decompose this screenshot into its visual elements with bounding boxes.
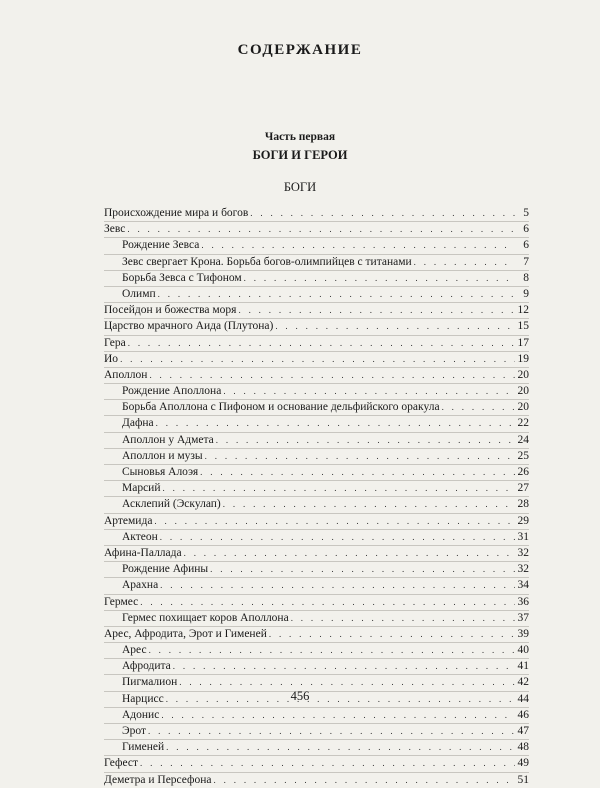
toc-entry-title: Арахна [122,579,159,592]
toc-entry [104,335,529,351]
toc-dot-leader [173,659,515,674]
toc-entry-page: 9 [523,287,529,300]
toc-dot-leader [160,578,515,593]
toc-entry-page: 6 [523,239,529,252]
toc-entry-page: 49 [517,757,529,770]
part-title: БОГИ И ГЕРОИ [252,148,348,162]
toc-entry-page: 32 [517,563,529,576]
toc-entry [104,254,529,270]
toc-dot-leader [223,384,515,399]
toc-dot-leader [160,530,515,545]
toc-entry-title: Дафна [122,417,154,430]
toc-entry-title: Марсий [122,482,161,495]
toc-dot-leader [149,368,515,383]
toc-entry [104,432,529,448]
toc-entry-title: Асклепий (Эскулап) [122,498,221,511]
toc-entry-title: Артемида [104,514,153,527]
page-number: 456 [290,689,310,703]
toc-entry-title: Афина-Паллада [104,546,182,559]
toc-entry-page: 42 [517,676,529,689]
toc-entry-page: 27 [517,482,529,495]
toc-dot-leader [291,611,515,626]
toc-entry-page: 41 [517,660,529,673]
toc-entry-page: 20 [517,368,529,381]
toc-entry [104,286,529,302]
toc-entry-page: 34 [517,579,529,592]
toc-dot-leader [238,303,515,318]
part-label: Часть первая [264,131,336,143]
toc-dot-leader [275,319,515,334]
toc-dot-leader [140,756,515,771]
toc-entry-page: 31 [517,530,529,543]
toc-entry-page: 15 [517,320,529,333]
toc-entry-title: Гефест [104,757,138,770]
toc-entry-title: Пигмалион [122,676,178,689]
toc-entry-title: Рождение Зевса [122,239,200,252]
section-title: БОГИ [283,180,317,194]
toc-entry-title: Адонис [122,708,160,721]
toc-entry [104,723,529,739]
toc-entry [104,415,529,431]
toc-entry-page: 28 [517,498,529,511]
toc-entry-title: Гермес похищает коров Аполлона [122,611,289,624]
toc-entry-page: 6 [523,223,529,236]
toc-entry-title: Аполлон у Адмета [122,433,214,446]
toc-entry [104,626,529,642]
toc-entry-page: 12 [517,304,529,317]
toc-entry-title: Нарцисс [122,692,164,705]
toc-entry [104,772,529,788]
toc-dot-leader [201,238,515,253]
page-title: СОДЕРЖАНИЕ [237,42,363,58]
toc-entry [104,464,529,480]
toc-dot-leader [148,724,515,739]
toc-entry-title: Аполлон [104,368,148,381]
toc-entry [104,496,529,512]
toc-entry-title: Арес, Афродита, Эрот и Гименей [104,627,267,640]
toc-entry-title: Эрот [122,725,146,737]
toc-entry [104,577,529,593]
toc-entry [104,642,529,658]
toc-entry-page: 39 [517,627,529,640]
toc-entry [104,302,529,318]
toc-entry-title: Рождение Афины [122,563,209,576]
toc-dot-leader [210,562,515,577]
toc-dot-leader [442,400,515,415]
toc-entry [104,318,529,334]
toc-entry-page: 17 [517,336,529,349]
toc-dot-leader [184,546,515,561]
toc-entry-page: 46 [517,708,529,721]
toc-entry-title: Борьба Аполлона с Пифоном и основание дельфийского оракула [122,401,440,414]
toc-entry-title: Актеон [122,530,158,543]
toc-entry [104,529,529,545]
toc-dot-leader [244,271,515,286]
toc-entry-page: 37 [517,611,529,624]
toc-entry-title: Ио [104,352,119,365]
toc-entry-title: Аполлон и музы [122,449,203,462]
toc-entry-title: Гименей [122,741,165,754]
toc-entry-page: 47 [517,725,529,737]
toc-entry-page: 25 [517,449,529,462]
toc-entry-title: Посейдон и божества моря [104,304,237,317]
toc-entry-title: Гера [104,336,126,349]
toc-entry-page: 8 [523,271,529,284]
toc-entry [104,707,529,723]
toc-entry-title: Зевс свергает Крона. Борьба богов-олимпийцев с титанами [122,255,412,268]
toc-entry [104,658,529,674]
toc-entry-page: 51 [517,773,529,786]
toc-entry [104,513,529,529]
toc-entry [104,270,529,286]
toc-dot-leader [156,416,515,431]
toc-entry [104,739,529,755]
toc-dot-leader [223,497,515,512]
toc-entry [104,610,529,626]
toc-dot-leader [158,287,515,302]
toc-dot-leader [269,627,515,642]
toc-dot-leader [154,514,515,529]
toc-entry-title: Рождение Аполлона [122,385,222,398]
toc-entry-title: Деметра и Персефона [104,773,212,786]
toc-entry-title: Зевс [104,223,126,236]
toc-entry-page: 44 [517,692,529,705]
toc-entry [104,755,529,771]
toc-dot-leader [250,206,515,221]
toc-entry-title: Борьба Зевса с Тифоном [122,271,242,284]
toc-dot-leader [127,222,515,237]
toc-dot-leader [163,481,516,496]
toc-entry-page: 5 [523,207,529,219]
toc-entry-page: 36 [517,595,529,608]
toc-entry-page: 7 [523,255,529,268]
toc-dot-leader [161,708,515,723]
toc-entry-title: Арес [122,644,147,657]
toc-entry-page: 20 [517,401,529,414]
toc-entry [104,221,529,237]
toc-entry [104,351,529,367]
toc-dot-leader [120,352,515,367]
toc-entry-title: Сыновья Алоэя [122,466,199,478]
toc-dot-leader [414,255,515,270]
toc-entry [104,480,529,496]
toc-dot-leader [205,449,515,464]
toc-dot-leader [128,336,515,351]
toc-dot-leader [214,773,515,788]
toc-dot-leader [140,595,515,610]
toc-dot-leader [216,433,515,448]
toc-entry [104,545,529,561]
toc-entry [104,561,529,577]
toc-entry-page: 32 [517,546,529,559]
toc-entry-page: 26 [517,466,529,478]
toc-entry-title: Гермес [104,595,139,608]
toc-dot-leader [200,465,515,480]
toc-entry-page: 20 [517,385,529,398]
toc-entry-page: 19 [517,352,529,365]
toc-entry [104,594,529,610]
toc-entry-title: Олимп [122,287,156,300]
toc-entry-title: Афродита [122,660,171,673]
toc-entry [104,448,529,464]
toc-entry-page: 24 [517,433,529,446]
toc-entry [104,399,529,415]
toc-entry-page: 48 [517,741,529,754]
toc-entry [104,206,529,221]
toc-entry-title: Царство мрачного Аида (Плутона) [104,320,274,333]
toc-entry [104,367,529,383]
toc-entry [104,237,529,253]
toc-entry-page: 22 [517,417,529,430]
toc-entry [104,383,529,399]
toc-entry-page: 29 [517,514,529,527]
toc-entry-title: Происхождение мира и богов [104,207,249,219]
toc-dot-leader [149,643,515,658]
toc-dot-leader [166,740,515,755]
toc-entry-page: 40 [517,644,529,657]
